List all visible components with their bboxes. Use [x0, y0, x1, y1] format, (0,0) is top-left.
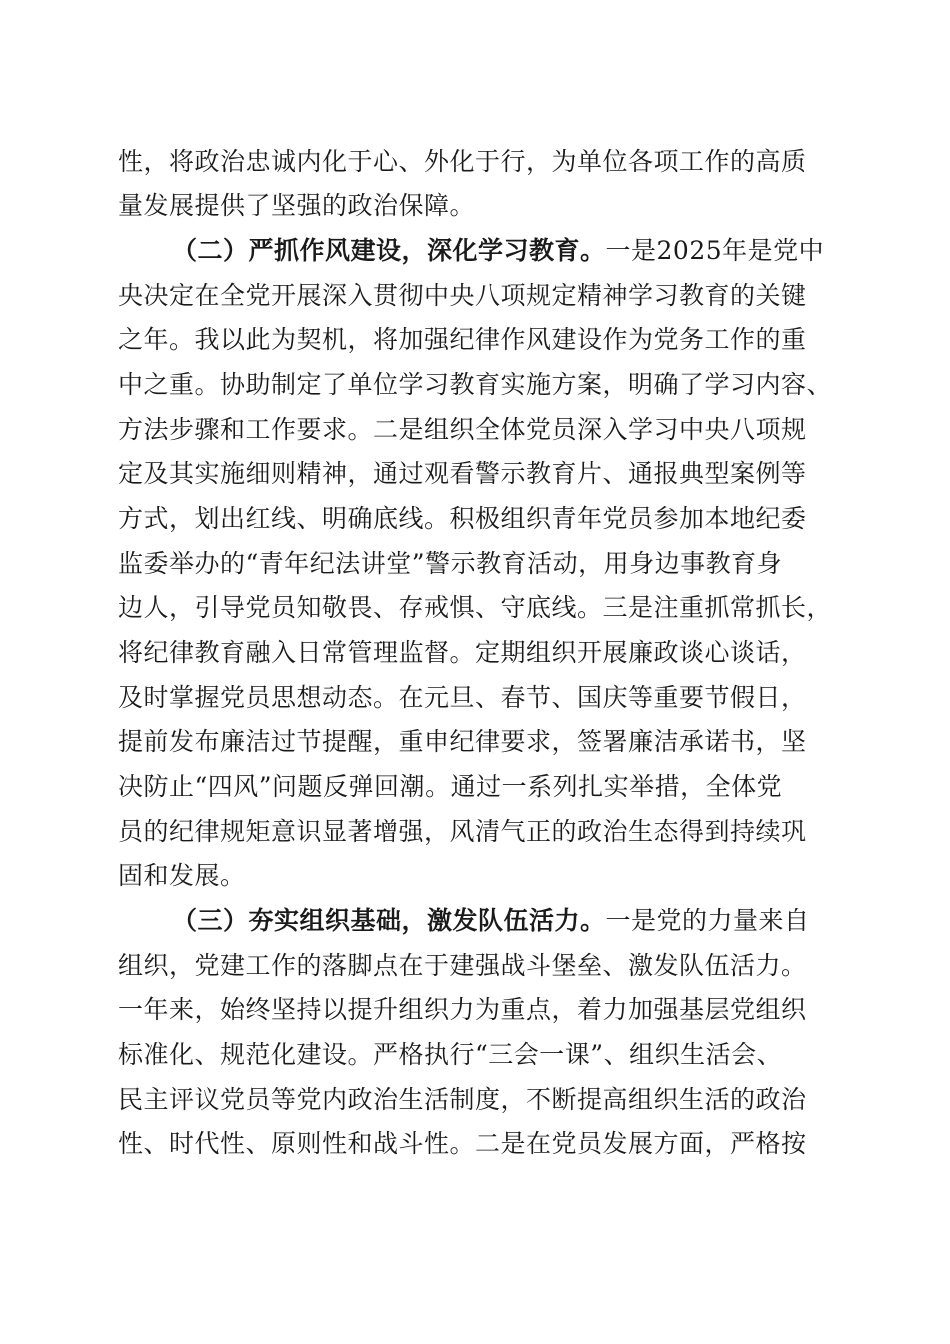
- text-line: 监委举办的“青年纪法讲堂”警示教育活动，用身边事教育身: [118, 549, 783, 578]
- text-run: 一是党的力量来自: [605, 906, 810, 935]
- text-run: 一是2025年是党中: [605, 236, 825, 265]
- section-heading: （三）夯实组织基础，激发队伍活力。: [172, 906, 606, 935]
- text-line: 提前发布廉洁过节提醒，重申纪律要求，签署廉洁承诺书，坚: [118, 727, 807, 756]
- text-line: 量发展提供了坚强的政治保障。: [118, 191, 476, 220]
- text-line: 边人，引导党员知敬畏、存戒惧、守底线。三是注重抓常抓长，: [118, 593, 833, 622]
- paragraph-first-line: [172, 236, 824, 266]
- text-line: 之年。我以此为契机，将加强纪律作风建设作为党务工作的重: [118, 325, 807, 354]
- text-line: 组织，党建工作的落脚点在于建强战斗堡垒、激发队伍活力。: [118, 951, 807, 980]
- text-line: 决防止“四风”问题反弹回潮。通过一系列扎实举措，全体党: [118, 772, 783, 801]
- text-line: 方法步骤和工作要求。二是组织全体党员深入学习中央八项规: [118, 415, 807, 444]
- text-line: 民主评议党员等党内政治生活制度，不断提高组织生活的政治: [118, 1085, 807, 1114]
- text-line: 一年来，始终坚持以提升组织力为重点，着力加强基层党组织: [118, 995, 807, 1024]
- text-line: 央决定在全党开展深入贯彻中央八项规定精神学习教育的关键: [118, 281, 807, 310]
- text-line: 标准化、规范化建设。严格执行“三会一课”、组织生活会、: [118, 1040, 783, 1069]
- text-line: 定及其实施细则精神，通过观看警示教育片、通报典型案例等: [118, 459, 807, 488]
- text-line: 及时掌握党员思想动态。在元旦、春节、国庆等重要节假日，: [118, 683, 807, 712]
- text-line: 性、时代性、原则性和战斗性。二是在党员发展方面，严格按: [118, 1129, 807, 1158]
- text-line: 方式，划出红线、明确底线。积极组织青年党员参加本地纪委: [118, 504, 807, 533]
- section-heading: （二）严抓作风建设，深化学习教育。: [172, 236, 606, 265]
- text-line: 性，将政治忠诚内化于心、外化于行，为单位各项工作的高质: [118, 147, 807, 176]
- paragraph-first-line: [172, 906, 810, 936]
- text-line: 员的纪律规矩意识显著增强，风清气正的政治生态得到持续巩: [118, 817, 807, 846]
- text-line: 将纪律教育融入日常管理监督。定期组织开展廉政谈心谈话，: [118, 638, 807, 667]
- text-line: 固和发展。: [118, 861, 246, 890]
- text-line: 中之重。协助制定了单位学习教育实施方案，明确了学习内容、: [118, 370, 833, 399]
